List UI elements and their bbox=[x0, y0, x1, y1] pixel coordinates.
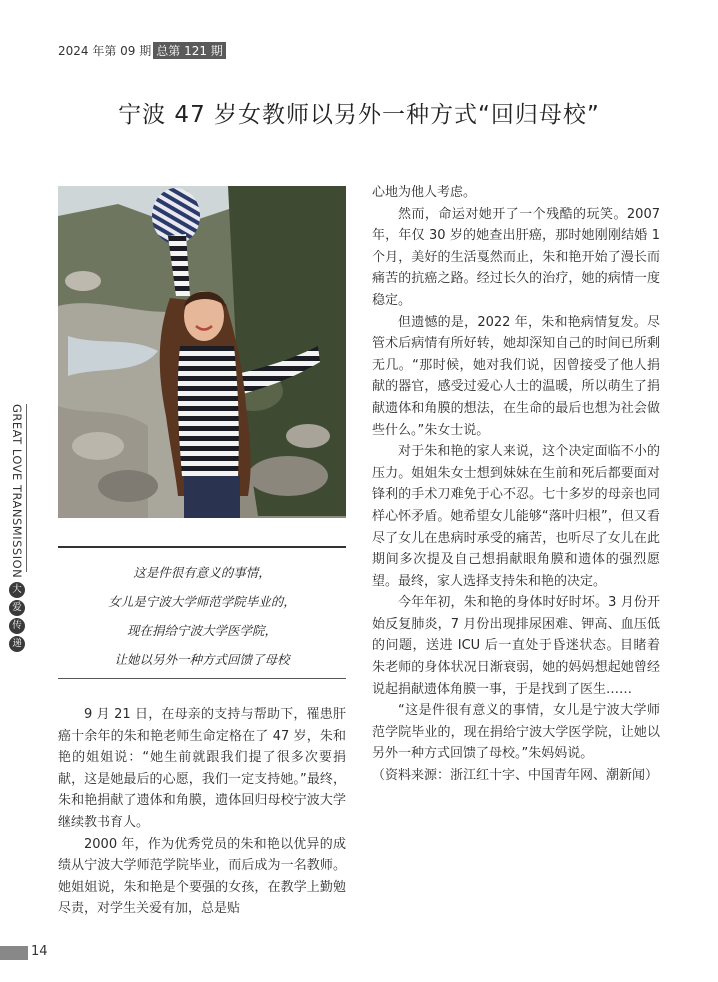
quote-line: 这是件很有意义的事情， bbox=[133, 565, 271, 580]
issue-info bbox=[58, 42, 226, 59]
article-photo bbox=[58, 186, 346, 518]
section-seal-char: 爱 bbox=[9, 600, 25, 616]
quote-line: 现在捐给宁波大学医学院， bbox=[126, 623, 277, 638]
page-number: 14 bbox=[31, 944, 48, 959]
issue-label: 2024 年第 09 期 bbox=[58, 44, 152, 58]
quote-top-rule bbox=[58, 546, 346, 548]
paragraph-continuation: 心地为他人考虑。 bbox=[372, 185, 477, 200]
left-column bbox=[58, 704, 346, 920]
right-column bbox=[372, 182, 660, 787]
quote-line: 女儿是宁波大学师范学院毕业的， bbox=[108, 594, 296, 609]
quote-bottom-rule bbox=[58, 678, 346, 679]
page-marker-bar bbox=[0, 946, 28, 960]
pull-quote bbox=[58, 558, 346, 674]
section-seal-char: 递 bbox=[9, 636, 25, 652]
paragraph: 然而，命运对她开了一个残酷的玩笑。2007 年，年仅 30 岁的她查出肝癌，那时她刚刚结婚 1 个月，美好的生活戛然而止，朱和艳开始了漫长而痛苦的抗癌之路。经过长久的治疗，她的病情一度稳定。 bbox=[372, 206, 660, 308]
paragraph: 但遗憾的是，2022 年，朱和艳病情复发。尽管术后病情有所好转，她却深知自己的时间已所剩无几。“那时候，她对我们说，因曾接受了他人捐献的器官，感受过爱心人士的温暖，所以萌生了捐献遗体和角膜的想法，在生命的最后也想为社会做些什么。”朱女士说。 bbox=[372, 314, 660, 438]
section-seal-char: 大 bbox=[9, 582, 25, 598]
paragraph: 今年年初，朱和艳的身体时好时坏。3 月份开始反复肺炎，7 月份出现排尿困难、钾高、血压低的问题，送进 ICU 后一直处于昏迷状态。目睹着朱老师的身体状况日渐衰弱，她的妈妈想起她曾经说起捐献遗体角膜一事，于是找到了医生…… bbox=[372, 595, 660, 697]
quote-line: 让她以另外一种方式回馈了母校 bbox=[114, 652, 290, 667]
section-label-english: GREAT LOVE TRANSMISSION bbox=[10, 404, 24, 579]
source-note: （资料来源：浙江红十字、中国青年网、潮新闻） bbox=[372, 768, 659, 784]
section-seal-char: 传 bbox=[9, 618, 25, 634]
paragraph: 对于朱和艳的家人来说，这个决定面临不小的压力。姐姐朱女士想到妹妹在生前和死后都要面对锋利的手术刀难免于心不忍。七十多岁的母亲也同样心怀矛盾。她希望女儿能够“落叶归根”，但又看尽了女儿在患病时承受的痛苦，也听尽了女儿在此期间多次提及自己想捐献眼角膜和遗体的强烈愿望。最终，家人选择支持朱和艳的决定。 bbox=[372, 444, 660, 589]
paragraph: “这是件很有意义的事情，女儿是宁波大学师范学院毕业的，现在捐给宁波大学医学院，让她以另外一种方式回馈了母校。”朱妈妈说。 bbox=[372, 703, 660, 762]
article-title: 宁波 47 岁女教师以另外一种方式“回归母校” bbox=[118, 102, 600, 128]
paragraph: 9 月 21 日，在母亲的支持与帮助下，罹患肝癌十余年的朱和艳老师生命定格在了 47 岁，朱和艳的姐姐说：“她生前就跟我们提了很多次要捐献，这是她最后的心愿，我们一定支持她。”最终，朱和艳捐献了遗体和角膜，遗体回归母校宁波大学继续教书育人。 bbox=[58, 707, 346, 830]
total-issue-badge: 总第 121 期 bbox=[153, 42, 226, 59]
paragraph: 2000 年，作为优秀党员的朱和艳以优异的成绩从宁波大学师范学院毕业，而后成为一名教师。她姐姐说，朱和艳是个要强的女孩，在教学上勤勉尽责，对学生关爱有加，总是贴 bbox=[58, 836, 346, 917]
section-divider bbox=[26, 404, 27, 572]
